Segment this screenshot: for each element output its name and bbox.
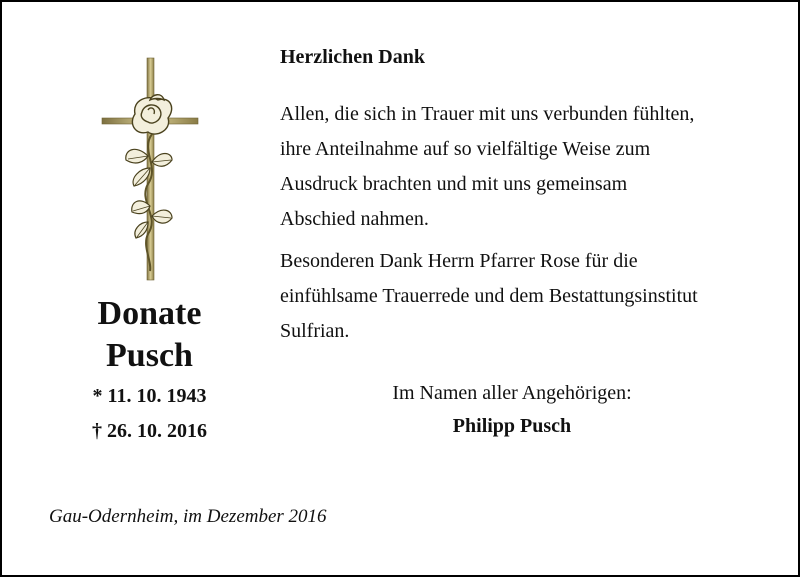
- paragraph-line: Sulfrian.: [280, 320, 350, 342]
- thanks-paragraph: [280, 97, 780, 237]
- paragraph-line: Allen, die sich in Trauer mit uns verbunden fühlten,: [280, 103, 695, 125]
- message-heading: Herzlichen Dank: [280, 46, 425, 68]
- paragraph-line: Abschied nahmen.: [280, 208, 429, 230]
- paragraph-line: einfühlsame Trauerrede und dem Bestattungsinstitut: [280, 285, 698, 307]
- paragraph-line: Ausdruck brachten und mit uns gemeinsam: [280, 173, 628, 195]
- signer-name: Philipp Pusch: [452, 415, 572, 437]
- birth-date: * 11. 10. 1943: [92, 385, 207, 407]
- cross-with-rose-icon: [90, 56, 210, 286]
- deceased-first-name: Donate: [97, 295, 202, 332]
- paragraph-line: Besonderen Dank Herrn Pfarrer Rose für die: [280, 250, 638, 272]
- place-and-date: Gau-Odernheim, im Dezember 2016: [49, 506, 327, 527]
- paragraph-line: ihre Anteilnahme auf so vielfältige Weise zum: [280, 138, 651, 160]
- deceased-last-name: Pusch: [106, 337, 193, 374]
- closing-line: Im Namen aller Angehörigen:: [392, 382, 632, 404]
- special-thanks-paragraph: [280, 244, 780, 349]
- death-date: † 26. 10. 2016: [92, 420, 207, 442]
